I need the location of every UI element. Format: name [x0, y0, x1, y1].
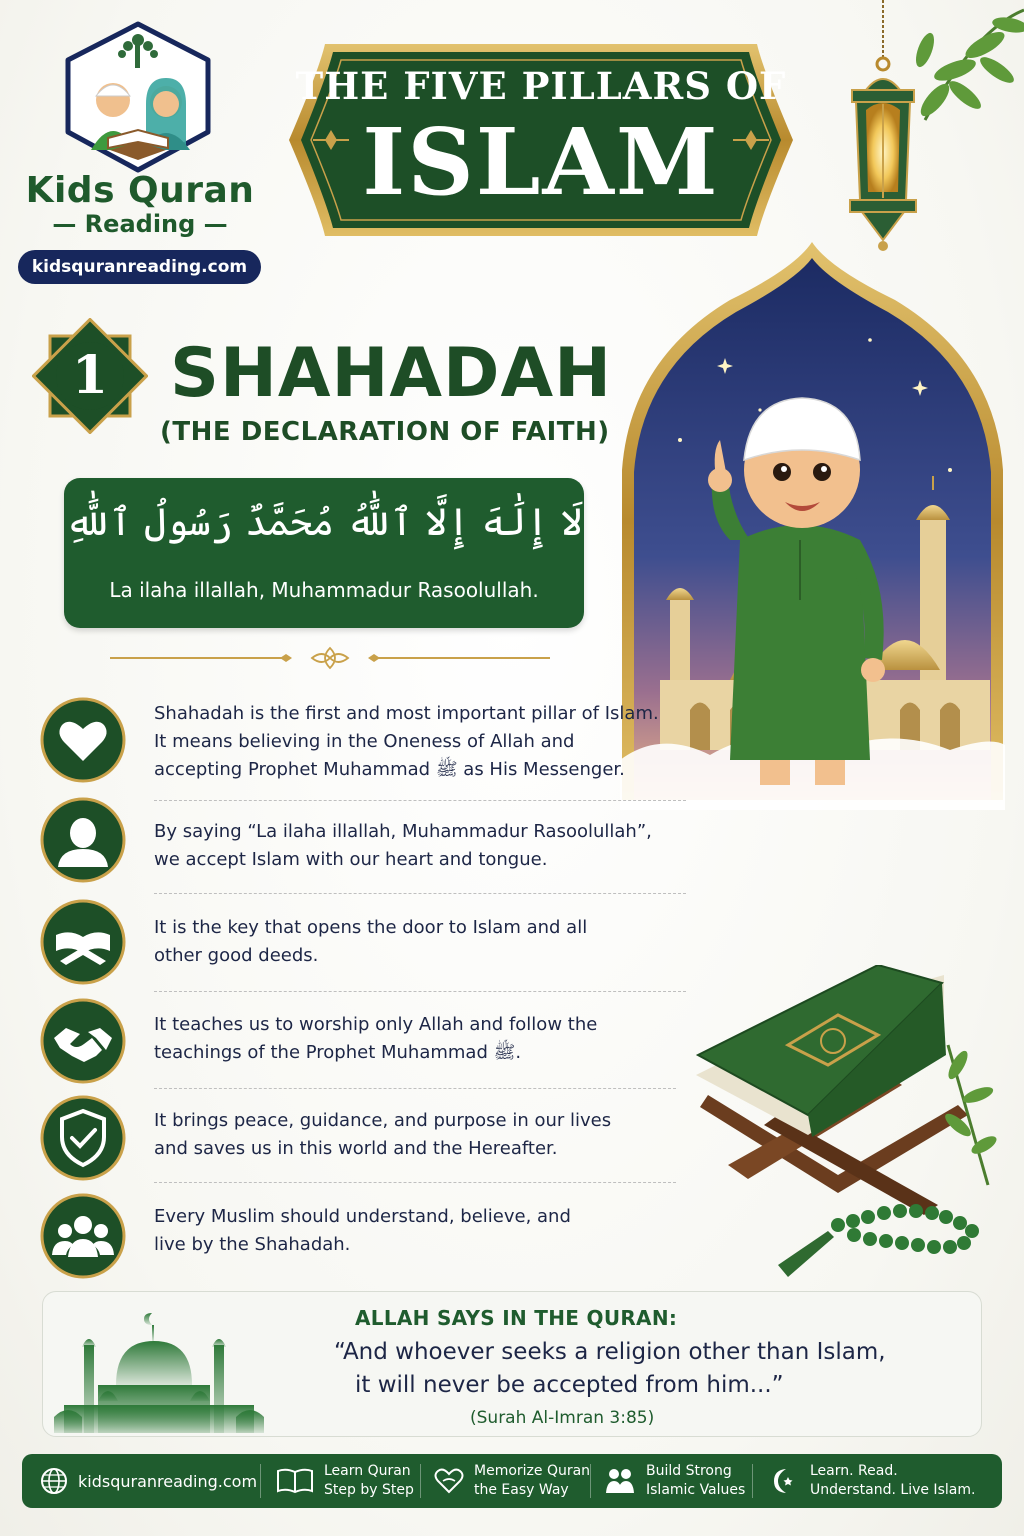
footer-url: kidsquranreading.com [78, 1471, 258, 1491]
footer-item4-line1: Learn. Read. [810, 1463, 898, 1479]
footer-islamic-values [604, 1454, 745, 1508]
quote-line-2: it will never be accepted from him...” [355, 1372, 784, 1398]
footer-memorize-quran [434, 1454, 590, 1508]
footer-item1-line2: Step by Step [324, 1482, 414, 1498]
footer-item3-line1: Build Strong [646, 1463, 732, 1479]
point-5-line-1: It brings peace, guidance, and purpose in our lives [154, 1110, 612, 1131]
point-2-text [154, 818, 652, 874]
ornamental-divider [100, 645, 560, 671]
separator [154, 893, 686, 894]
footer-learn-quran [276, 1454, 414, 1508]
point-1-line-2: It means believing in the Oneness of Allah and [154, 731, 575, 752]
shield-check-icon [40, 1095, 126, 1181]
point-5-line-2: and saves us in this world and the Hereafter. [154, 1138, 558, 1159]
footer-divider [260, 1464, 261, 1498]
point-6-line-2: live by the Shahadah. [154, 1234, 351, 1255]
footer-item1-line1: Learn Quran [324, 1463, 411, 1479]
brand-url-link[interactable]: kidsquranreading.com [18, 250, 261, 284]
point-1-text [154, 700, 659, 784]
book-icon [276, 1467, 314, 1495]
shahadah-arabic: لَا إِلَٰهَ إِلَّا ٱللَّٰهُ مُحَمَّدٌ رَسُولُ ٱللَّٰهِ [65, 500, 583, 544]
quote-heading: ALLAH SAYS IN THE QURAN: [355, 1306, 678, 1330]
footer-divider [752, 1464, 753, 1498]
pillar-number: 1 [71, 345, 109, 406]
brand-name: Kids Quran [25, 170, 255, 211]
heart-hand-icon [434, 1467, 464, 1495]
point-1-line-3: accepting Prophet Muhammad ﷺ as His Messenger. [154, 759, 625, 780]
heart-icon [40, 697, 126, 783]
separator [154, 1088, 676, 1089]
point-4-line-1: It teaches us to worship only Allah and follow the [154, 1014, 598, 1035]
pillar-name: SHAHADAH [170, 334, 613, 413]
separator [154, 800, 686, 801]
globe-icon [40, 1467, 68, 1495]
footer-item3-line2: Islamic Values [646, 1482, 746, 1498]
point-4-text [154, 1011, 597, 1067]
point-5-text [154, 1107, 611, 1163]
footer-item2-line1: Memorize Quran [474, 1463, 591, 1479]
footer-item4-line2: Understand. Live Islam. [810, 1482, 976, 1498]
point-4-line-2: teachings of the Prophet Muhammad ﷺ. [154, 1042, 522, 1063]
brand-tagline: — Reading — [52, 210, 228, 238]
quran-stand-illustration [688, 965, 1004, 1285]
quote-line-1: “And whoever seeks a religion other than Islam, [334, 1339, 886, 1365]
shahadah-transliteration: La ilaha illallah, Muhammadur Rasoolullah. [109, 578, 539, 602]
open-quran-icon [40, 899, 126, 985]
point-2-line-2: we accept Islam with our heart and tongue. [154, 849, 548, 870]
separator [154, 1182, 676, 1183]
footer-website-link[interactable] [40, 1454, 257, 1508]
title-line-1: THE FIVE PILLARS OF [295, 64, 787, 108]
boy-mosque-illustration [620, 240, 1005, 810]
footer-divider [590, 1464, 591, 1498]
family-icon [604, 1467, 636, 1495]
point-3-text [154, 914, 587, 970]
point-1-line-1: Shahadah is the first and most important pillar of Islam. [154, 703, 659, 724]
point-6-text [154, 1203, 571, 1259]
people-icon [40, 1193, 126, 1279]
point-2-line-1: By saying “La ilaha illallah, Muhammadur Rasoolullah”, [154, 821, 652, 842]
leaves-decoration [905, 0, 1024, 130]
point-6-line-1: Every Muslim should understand, believe, and [154, 1206, 571, 1227]
point-3-line-2: other good deeds. [154, 945, 319, 966]
quote-reference: (Surah Al-Imran 3:85) [470, 1408, 655, 1428]
footer-tagline [766, 1454, 975, 1508]
mosque-silhouette-icon [54, 1305, 264, 1433]
footer-item2-line2: the Easy Way [474, 1482, 569, 1498]
footer-divider [420, 1464, 421, 1498]
pillar-subtitle: (THE DECLARATION OF FAITH) [160, 417, 610, 447]
crescent-star-icon [766, 1466, 800, 1496]
separator [154, 991, 686, 992]
point-3-line-1: It is the key that opens the door to Islam and all [154, 917, 588, 938]
kids-reading-logo [58, 20, 218, 175]
person-icon [40, 797, 126, 883]
title-line-2: ISLAM [362, 108, 720, 216]
handshake-icon [40, 998, 126, 1084]
